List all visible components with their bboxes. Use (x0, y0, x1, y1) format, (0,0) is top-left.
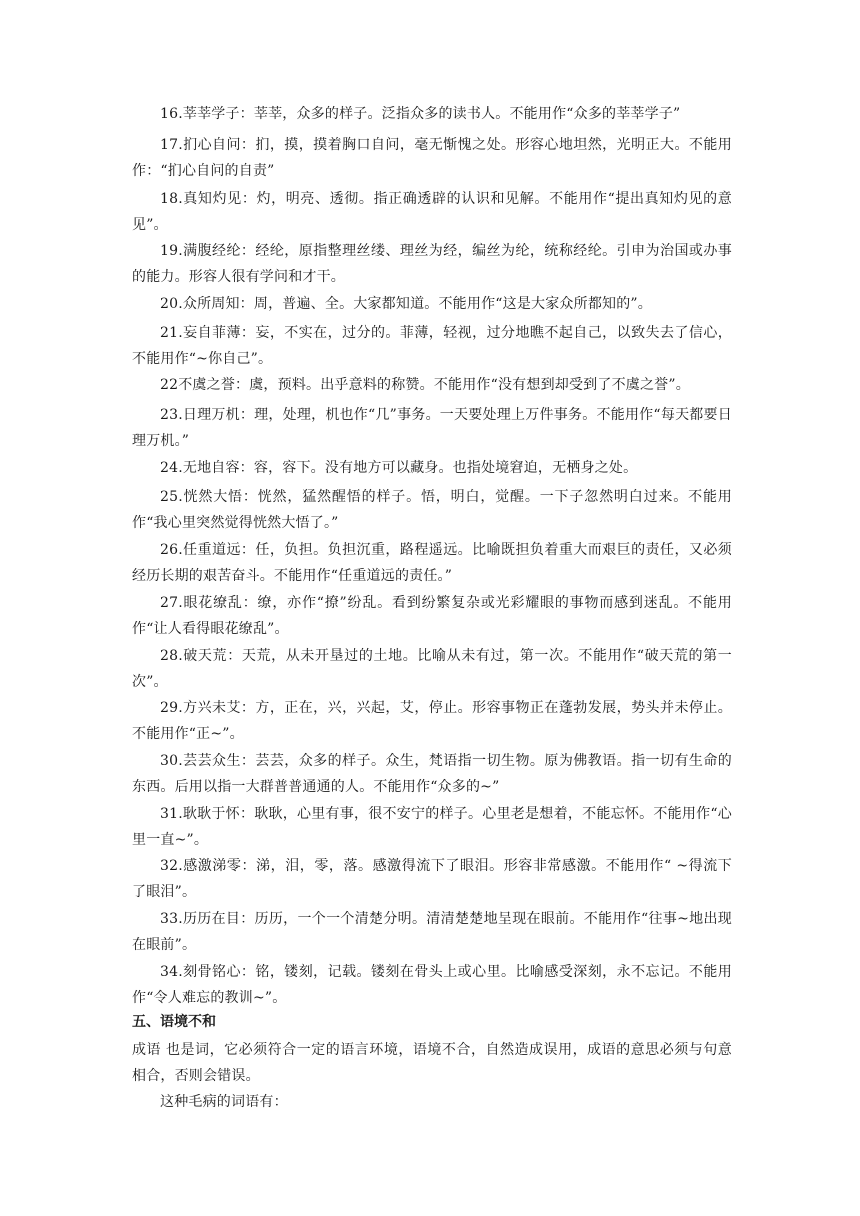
entry-22: 22不虞之誉：虞，预料。出乎意料的称赞。不能用作“没有想到却受到了不虞之誉”。 (160, 377, 690, 393)
entry-28: 28.破天荒：天荒，从未开垦过的土地。比喻从未有过，第一次。不能用作“破天荒的第一次”。 (132, 648, 732, 690)
entry-31: 31.耿耿于怀：耿耿，心里有事，很不安宁的样子。心里老是想着，不能忘怀。不能用作“心里一直~”。 (132, 806, 732, 848)
entry-20: 20.众所周知：周，普遍、全。大家都知道。不能用作“这是大家众所都知的”。 (160, 296, 652, 312)
entry-18: 18.真知灼见：灼，明亮、透彻。指正确透辟的认识和见解。不能用作“提出真知灼见的意见”。 (132, 191, 732, 233)
entry-29: 29.方兴未艾：方，正在，兴，兴起，艾，停止。形容事物正在蓬勃发展，势头并未停止。不能用作“正~”。 (132, 700, 732, 742)
closing-line: 这种毛病的词语有： (160, 1094, 288, 1110)
entry-30: 30.芸芸众生：芸芸，众多的样子。众生，梵语指一切生物。原为佛教语。指一切有生命的东西。后用以指一大群普普通通的人。不能用作“众多的~” (132, 753, 732, 795)
entry-23: 23.日理万机：理，处理，机也作“几”事务。一天要处理上万件事务。不能用作“每天都要日理万机。” (132, 407, 732, 449)
entry-32: 32.感激涕零：涕，泪，零，落。感激得流下了眼泪。形容非常感激。不能用作“ ~得流下了眼泪”。 (132, 858, 732, 900)
entry-25: 25.恍然大悟：恍然，猛然醒悟的样子。悟，明白，觉醒。一下子忽然明白过来。不能用作“我心里突然觉得恍然大悟了。” (132, 489, 732, 531)
entry-33: 33.历历在目：历历，一个一个清楚分明。清清楚楚地呈现在眼前。不能用作“往事~地出现在眼前”。 (132, 911, 732, 953)
entry-17: 17.扪心自问：扪，摸，摸着胸口自问，毫无惭愧之处。形容心地坦然，光明正大。不能用作：“扪心自问的自责” (132, 137, 732, 179)
entry-27: 27.眼花缭乱：缭，亦作“撩”纷乱。看到纷繁复杂或光彩耀眼的事物而感到迷乱。不能用作“让人看得眼花缭乱”。 (132, 595, 732, 637)
section-heading: 五、语境不和 (132, 1014, 216, 1030)
section-intro: 成语 也是词，它必须符合一定的语言环境，语境不合，自然造成误用，成语的意思必须与句意相合，否则会错误。 (132, 1042, 732, 1084)
entry-21: 21.妄自菲薄：妄，不实在，过分的。菲薄，轻视，过分地瞧不起自己，以致失去了信心，不能用作“~你自己”。 (132, 325, 732, 367)
entry-34: 34.刻骨铭心：铭，镂刻，记载。镂刻在骨头上或心里。比喻感受深刻，永不忘记。不能用作“令人难忘的教训~”。 (132, 964, 732, 1006)
entry-26: 26.任重道远：任，负担。负担沉重，路程遥远。比喻既担负着重大而艰巨的责任，又必须经历长期的艰苦奋斗。不能用作“任重道远的责任。” (132, 542, 732, 584)
entry-24: 24.无地自容：容，容下。没有地方可以藏身。也指处境窘迫，无栖身之处。 (160, 460, 638, 476)
entry-19: 19.满腹经纶：经纶，原指整理丝缕、理丝为经，编丝为纶，统称经纶。引申为治国或办事的能力。形容人很有学问和才干。 (132, 243, 732, 285)
entry-16: 16.莘莘学子：莘莘，众多的样子。泛指众多的读书人。不能用作“众多的莘莘学子” (160, 106, 681, 122)
